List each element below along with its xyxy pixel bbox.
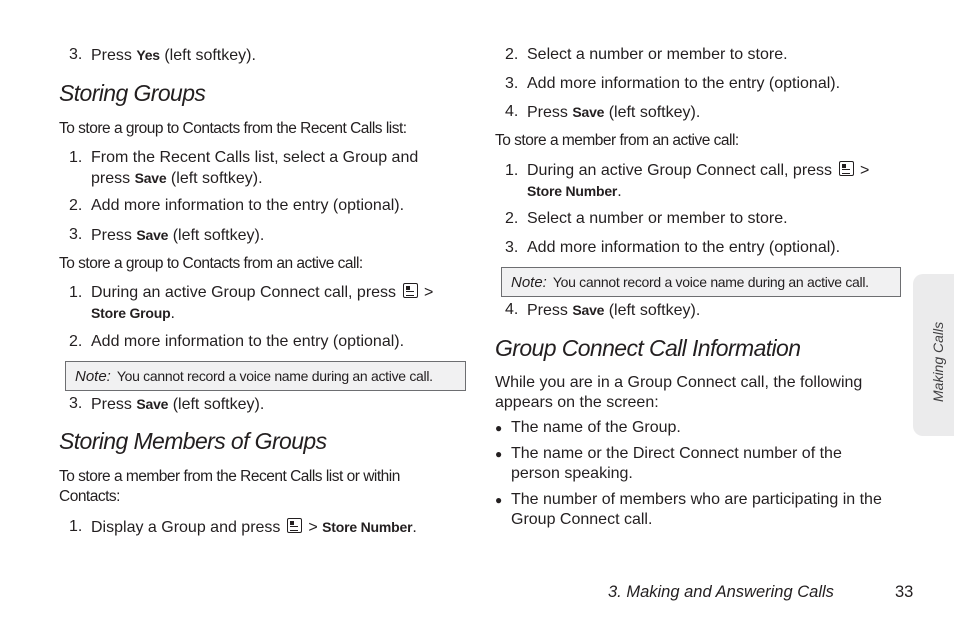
menu-key-icon [839, 161, 854, 176]
chapter-side-tab [913, 274, 954, 436]
bullet-icon: ● [495, 421, 503, 435]
menu-key-icon [287, 518, 302, 533]
note-box: Note: You cannot record a voice name during an active call. [65, 361, 466, 391]
lead-store-member-recent: To store a member from the Recent Calls list or within Contacts: [59, 468, 400, 505]
note-box: Note: You cannot record a voice name during an active call. [501, 267, 901, 297]
lead-store-group-recent: To store a group to Contacts from the Recent Calls list: [59, 120, 407, 137]
intro-paragraph: While you are in a Group Connect call, the following appears on the screen: [495, 374, 863, 411]
heading-storing-groups: Storing Groups [59, 80, 206, 106]
lead-store-member-active: To store a member from an active call: [495, 132, 739, 149]
page-number: 33 [895, 583, 914, 601]
bullet-icon: ● [495, 493, 503, 507]
menu-key-icon [403, 283, 418, 298]
side-tab-label: Making Calls [930, 321, 946, 402]
heading-group-connect-info: Group Connect Call Information [495, 335, 801, 361]
footer-chapter-title: 3. Making and Answering Calls [608, 583, 834, 601]
heading-storing-members: Storing Members of Groups [59, 428, 327, 454]
lead-store-group-active: To store a group to Contacts from an active call: [59, 255, 363, 272]
bullet-icon: ● [495, 447, 503, 461]
